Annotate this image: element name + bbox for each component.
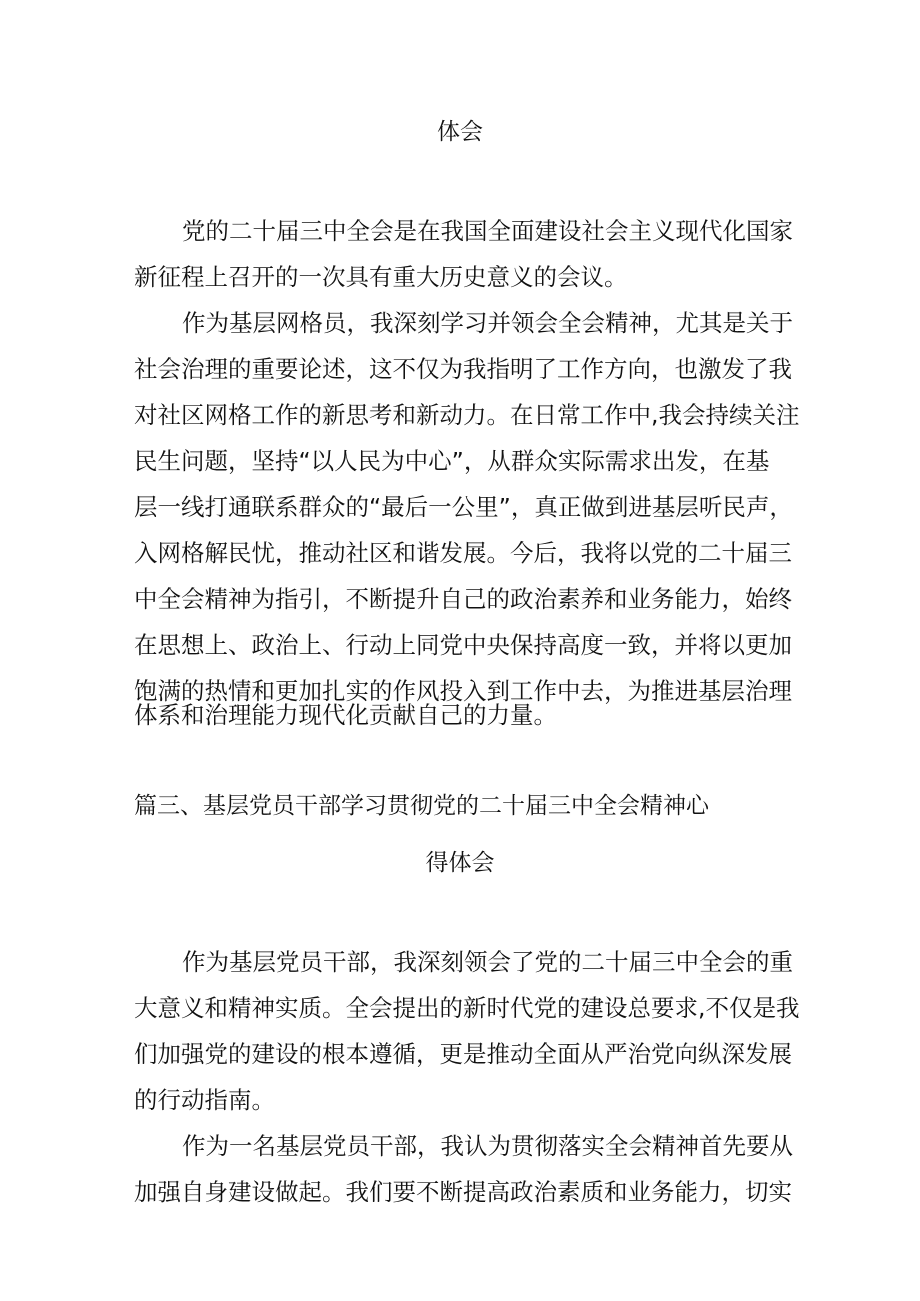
paragraph-line: 的行动指南。 bbox=[134, 1086, 275, 1114]
section-heading: 篇三、基层党员干部学习贯彻党的二十届三中全会精神心 bbox=[134, 793, 709, 819]
paragraph-line: 作为基层网格员，我深刻学习并领会全会精神，尤其是关于 bbox=[182, 309, 793, 337]
paragraph-line: 新征程上召开的一次具有重大历史意义的会议。 bbox=[134, 263, 628, 291]
paragraph-line: 饱满的热情和更加扎实的作风投入到工作中去，为推进基层治理 bbox=[134, 677, 792, 705]
paragraph-line: 们加强党的建设的根本遵循，更是推动全面从严治党向纵深发展 bbox=[134, 1040, 792, 1068]
paragraph-line: 体系和治理能力现代化贡献自己的力量。 bbox=[134, 701, 557, 729]
paragraph-line: 在思想上、政治上、行动上同党中央保持高度一致，并将以更加 bbox=[134, 631, 792, 659]
paragraph-line: 作为基层党员干部，我深刻领会了党的二十届三中全会的重 bbox=[182, 948, 793, 976]
section-heading-continuation: 得体会 bbox=[425, 850, 495, 876]
paragraph-line: 中全会精神为指引，不断提升自己的政治素养和业务能力，始终 bbox=[134, 585, 792, 613]
paragraph-line: 对社区网格工作的新思考和新动力。在日常工作中,我会持续关注 bbox=[134, 401, 800, 429]
paragraph-line: 加强自身建设做起。我们要不断提高政治素质和业务能力，切实 bbox=[134, 1178, 792, 1206]
paragraph-line: 社会治理的重要论述，这不仅为我指明了工作方向，也激发了我 bbox=[134, 355, 792, 383]
paragraph-line: 入网格解民忧，推动社区和谐发展。今后，我将以党的二十届三 bbox=[134, 539, 792, 567]
paragraph-line: 大意义和精神实质。全会提出的新时代党的建设总要求,不仅是我 bbox=[134, 994, 800, 1022]
paragraph-line: 层一线打通联系群众的“最后一公里”，真正做到进基层听民声， bbox=[134, 493, 793, 521]
section-title-tail: 体会 bbox=[437, 119, 483, 145]
paragraph-line: 党的二十届三中全会是在我国全面建设社会主义现代化国家 bbox=[182, 217, 793, 245]
paragraph-line: 作为一名基层党员干部，我认为贯彻落实全会精神首先要从 bbox=[182, 1132, 793, 1160]
paragraph-line: 民生问题，坚持“以人民为中心”，从群众实际需求出发，在基 bbox=[134, 447, 770, 475]
